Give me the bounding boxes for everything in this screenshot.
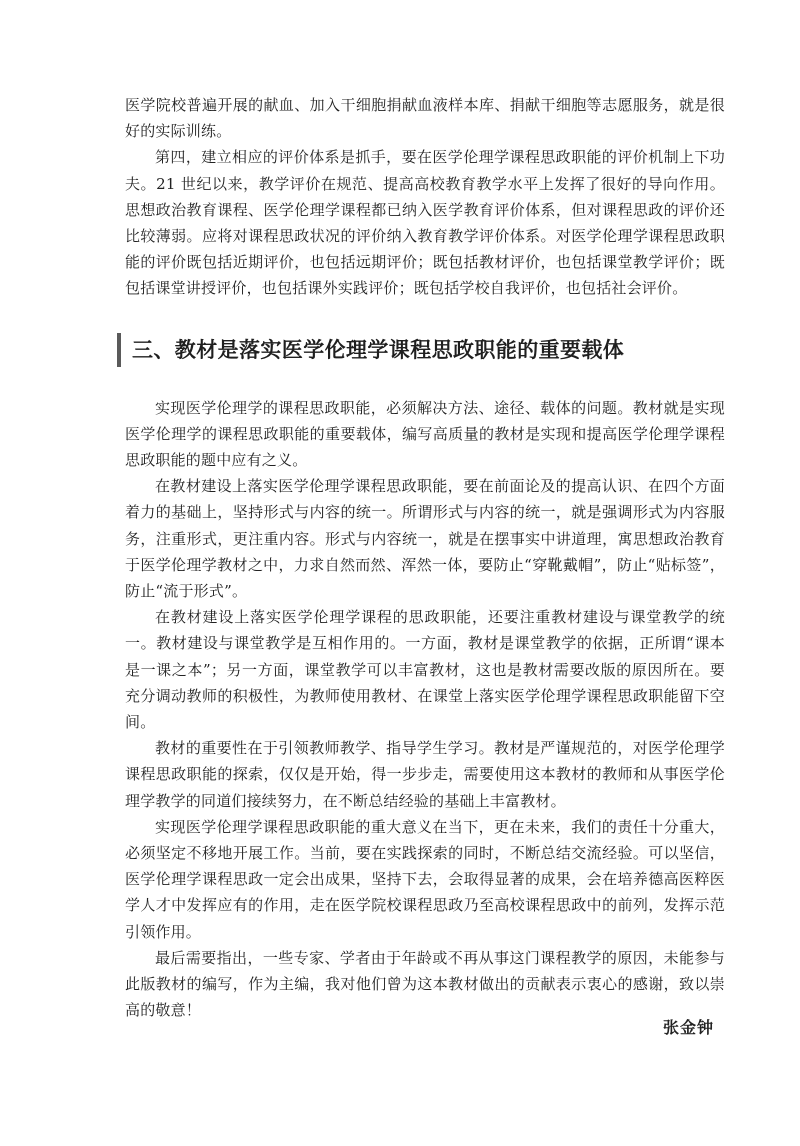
body-paragraph: 最后需要指出，一些专家、学者由于年龄或不再从事这门课程教学的原因，未能参与此版教材的编写，作为主编，我对他们曾为这本教材做出的贡献表示衷心的感谢，致以崇高的敬意！ — [125, 948, 725, 1020]
section-heading: 三、教材是落实医学伦理学课程思政职能的重要载体 — [132, 337, 625, 362]
page-content — [125, 92, 725, 1024]
body-paragraph: 在教材建设上落实医学伦理学课程的思政职能，还要注重教材建设与课堂教学的统一。教材建设与课堂教学是互相作用的。一方面，教材是课堂教学的依据，正所谓“课本是一课之本”；另一方面，课堂教学可以丰富教材，这也是教材需要改版的原因所在。要充分调动教师的积极性，为教师使用教材、在课堂上落实医学伦理学课程思政职能留下空间。 — [125, 608, 725, 732]
heading-accent-bar — [117, 333, 121, 367]
evaluation-paragraph: 第四，建立相应的评价体系是抓手，要在医学伦理学课程思政职能的评价机制上下功夫。21 世纪以来，教学评价在规范、提高高校教育教学水平上发挥了很好的导向作用。思想政治教育课程、医学伦理学课程都已纳入医学教育评价体系，但对课程思政的评价还比较薄弱。应将对课程思政状况的评价纳入教育教学评价体系。对医学伦理学课程思政职能的评价既包括近期评价，也包括远期评价；既包括教材评价，也包括课堂教学评价；既包括课堂讲授评价，也包括课外实践评价；既包括学校自我评价，也包括社会评价。 — [125, 148, 725, 298]
body-paragraph: 在教材建设上落实医学伦理学课程思政职能，要在前面论及的提高认识、在四个方面着力的基础上，坚持形式与内容的统一。所谓形式与内容的统一，就是强调形式为内容服务，注重形式，更注重内容。形式与内容统一，就是在摆事实中讲道理，寓思想政治教育于医学伦理学教材之中，力求自然而然、浑然一体，要防止“穿靴戴帽”，防止“贴标签”，防止“流于形式”。 — [125, 477, 725, 601]
section-heading-block — [125, 333, 725, 367]
author-signature: 张金钟 — [662, 1018, 714, 1037]
body-paragraph: 教材的重要性在于引领教师教学、指导学生学习。教材是严谨规范的，对医学伦理学课程思政职能的探索，仅仅是开始，得一步步走，需要使用这本教材的教师和从事医学伦理学教学的同道们接续努力，在不断总结经验的基础上丰富教材。 — [125, 739, 725, 810]
continued-paragraph: 医学院校普遍开展的献血、加入干细胞捐献血液样本库、捐献干细胞等志愿服务，就是很好的实际训练。 — [125, 96, 725, 141]
body-paragraph: 实现医学伦理学课程思政职能的重大意义在当下，更在未来，我们的责任十分重大，必须坚定不移地开展工作。当前，要在实践探索的同时，不断总结交流经验。可以坚信，医学伦理学课程思政一定会出成果，坚持下去，会取得显著的成果，会在培养德高医粹医学人才中发挥应有的作用，走在医学院校课程思政乃至高校课程思政中的前列，发挥示范引领作用。 — [125, 817, 725, 941]
body-paragraph: 实现医学伦理学的课程思政职能，必须解决方法、途径、载体的问题。教材就是实现医学伦理学的课程思政职能的重要载体，编写高质量的教材是实现和提高医学伦理学课程思政职能的题中应有之义。 — [125, 398, 725, 470]
